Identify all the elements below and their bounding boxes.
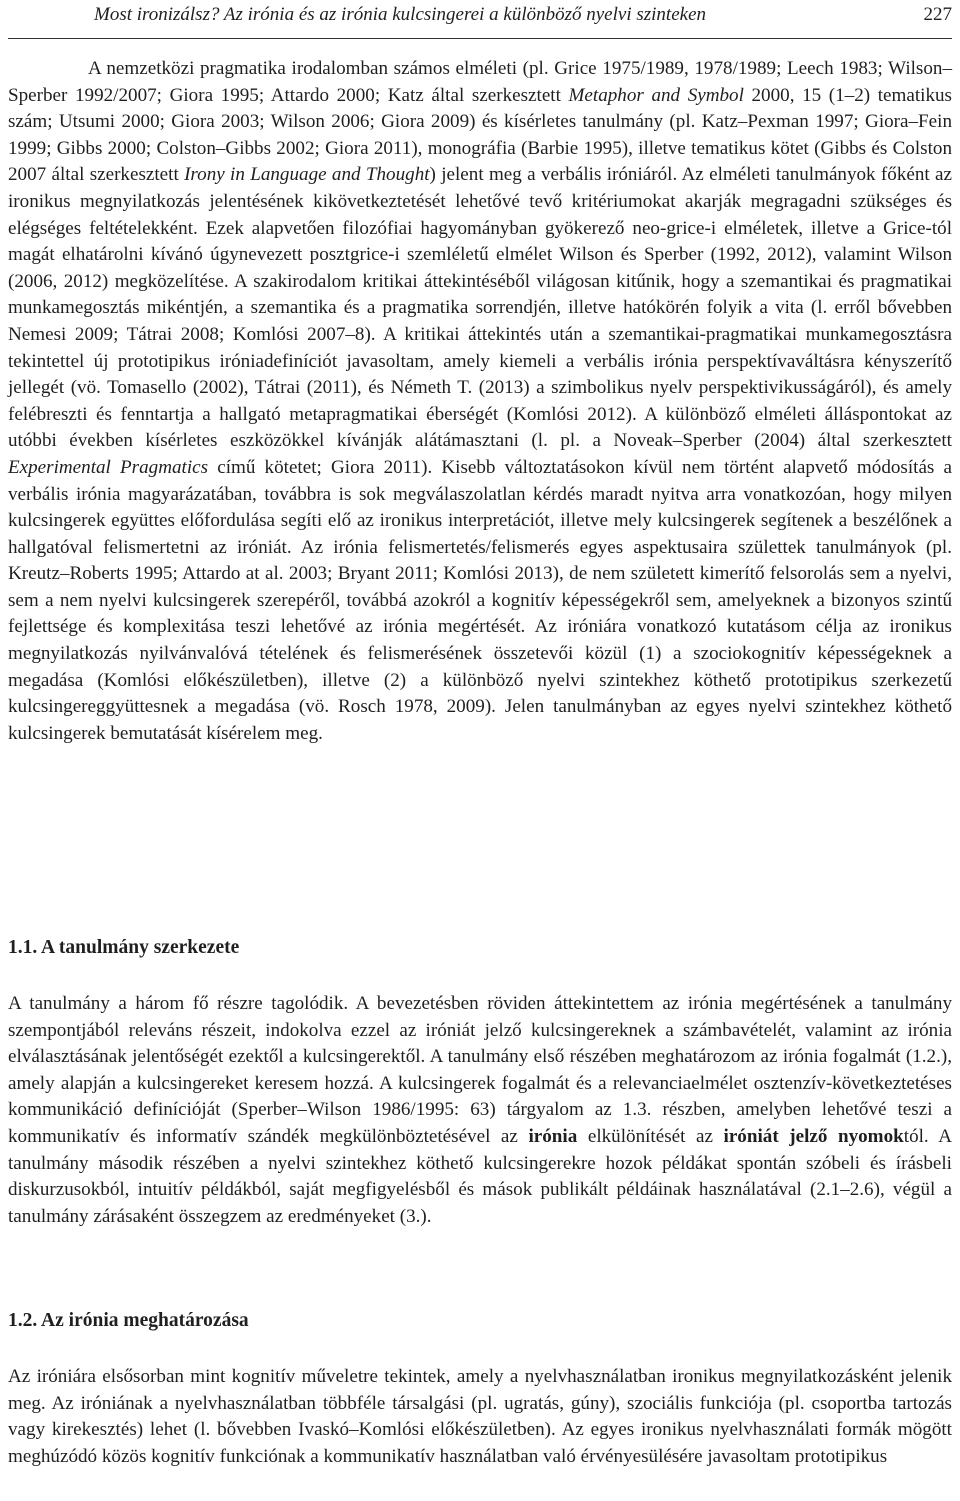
- text-run: elkülönítését az: [577, 1125, 724, 1147]
- text-run: című kötetet; Giora 2011). Kisebb változtatásokon kívül nem történt alapvető módosítás a verbális irónia magyarázatában, továbbra is sok megválaszolatlan kérdés maradt nyitva arra vonatkozóan, hogy milyen kulcsingerek együttes előfordulása segíti elő az ironikus interpretációt, illetve mely kulcsingerek segítenek a beszélőnek a hallgatóval felismertetni az iróniát. Az irónia felismertetés/felismerés egyes aspektusaira születtek tanulmányok (pl. Kreutz–Roberts 1995; Attardo at al. 2003; Bryant 2011; Komlósi 2013), de nem született kimerítő felsorolás sem a nyelvi, sem a nem nyelvi kulcsingerek szerepéről, továbbá azokról a kognitív képességekről sem, amelyeknek a bizonyos szintű fejlettsége és komplexitása teszi lehetővé az irónia megértését. Az iróniára vonatkozó kutatásom célja az ironikus megnyilatkozás nyilvánvalóvá tételének és felismerésének összetevői közül (1) a szociokognitív képességeknek a megadása (Komlósi előkészületben), illetve (2) a különböző nyelvi szintekhez köthető prototipikus szerkezetű kulcsingereggyüttesnek a megadása (vö. Rosch 1978, 2009). Jelen tanulmányban az egyes nyelvi szintekhez köthető kulcsingerek bemutatását kísérelem meg.: [8, 456, 952, 744]
- structure-paragraph: [8, 991, 952, 1230]
- text-run: ) jelent meg a verbális iróniáról. Az elméleti tanulmányok főként az ironikus megnyilatkozás jelentésének kikövetkeztetését lehetővé tevő kritériumokat akarják megragadni szükséges és elégséges feltételekként. Ezek alapvetően filozófiai hagyományban gyökerező neo-grice-i elméletek, illetve a Grice-tól magát elhatárolni kívánó úgynevezett posztgrice-i szemléletű elmélet Wilson és Sperber (1992, 2012), valamint Wilson (2006, 2012) megközelítése. A szakirodalom kritikai áttekintéséből világosan kitűnik, hogy a szemantikai és pragmatikai munkamegosztás mikéntjén, a szemantika és a pragmatika sorrendjén, illetve hatókörén folyik a vita (l. erről bővebben Nemesi 2009; Tátrai 2008; Komlósi 2007–8). A kritikai áttekintés után a szemantikai-pragmatikai munkamegosztásra tekintettel új prototipikus iróniadefiníciót javasoltam, amely kiemeli a verbális irónia perspektívaváltásra kényszerítő jellegét (vö. Tomasello (2002), Tátrai (2011), és Németh T. (2013) a szimbolikus nyelv perspektivikusságáról), és amely felébreszti és fenntartja a hallgató metapragmatikai éberségét (Komlósi 2012). A különböző elméleti álláspontokat az utóbbi években kísérletes eszközökkel kívánják alátámasztani (l. pl. a Noveak–Sperber (2004) által szerkesztett: [8, 164, 952, 452]
- page-number: 227: [923, 4, 952, 25]
- running-title: Most ironizálsz? Az irónia és az irónia kulcsingerei a különböző nyelvi szinteken: [94, 4, 706, 25]
- text-run: tól. A tanulmány második részében a nyelvi szintekhez köthető kulcsingerekre hozok példákat spontán szóbeli és írásbeli diskurzusokból, intuitív példákból, saját megfigyelésből és mások publikált példáinak használatával (2.1–2.6), végül a tanulmány zárásaként összegzem az eredményeket (3.).: [8, 1125, 952, 1227]
- text-run: A nemzetközi pragmatika irodalomban számos elméleti (pl. Grice 1975/1989, 1978/1989; Leech 1983; Wilson–Sperber 1992/2007; Giora 1995; Attardo 2000; Katz által szerkesztett: [8, 58, 952, 106]
- definition-paragraph: [8, 1364, 952, 1470]
- italic-title: Irony in Language and Thought: [184, 164, 430, 186]
- section-heading: 1.2. Az irónia meghatározása: [8, 1310, 249, 1331]
- bold-term: irónia: [528, 1125, 578, 1147]
- italic-title: Experimental Pragmatics: [8, 456, 209, 478]
- intro-paragraph: [8, 56, 952, 747]
- italic-title: Metaphor and Symbol: [568, 84, 744, 106]
- text-run: A tanulmány a három fő részre tagolódik. A bevezetésben röviden áttekintettem az irónia megértésének a tanulmány szempontjából releváns részeit, indokolva ezzel az iróniát jelző kulcsingereknek a számbavételét, valamint az irónia elválasztásának jelentőségét ezektől a kulcsingerektől. A tanulmány első részében meghatározom az irónia fogalmát (1.2.), amely alapján a kulcsingereket keresem hozzá. A kulcsingerek fogalmát és a relevanciaelmélet osztenzív-következtetéses kommunikáció definícióját (Sperber–Wilson 1986/1995: 63) tárgyalom az 1.3. részben, amelyben lehetővé teszi a kommunikatív és informatív szándék megkülönböztetésével az: [8, 993, 952, 1147]
- running-header: [8, 0, 952, 39]
- bold-term: iróniát jelző nyomok: [723, 1125, 904, 1147]
- text-run: 2000, 15 (1–2) tematikus szám; Utsumi 2000; Giora 2003; Wilson 2006; Giora 2009) és kísérletes tanulmány (pl. Katz–Pexman 1997; Giora–Fein 1999; Gibbs 2000; Colston–Gibbs 2002; Giora 2011), monográfia (Barbie 1995), illetve tematikus kötet (Gibbs és Colston 2007 által szerkesztett: [8, 84, 952, 186]
- text-run: Az iróniára elsősorban mint kognitív műveletre tekintek, amely a nyelvhasználatban ironikus megnyilatkozásként jelenik meg. Az iróniának a nyelvhasználatban többféle társalgási (pl. ugratás, gúny), szociális funkciója (pl. csoportba tartozás vagy kirekesztés) lehet (l. bővebben Ivaskó–Komlósi előkészületben). Az egyes ironikus nyelvhasználati formák mögött meghúzódó közös kognitív funkciónak a kommunikatív használatban való érvényesülésére javasoltam prototipikus: [8, 1366, 952, 1467]
- section-heading: 1.1. A tanulmány szerkezete: [8, 937, 240, 958]
